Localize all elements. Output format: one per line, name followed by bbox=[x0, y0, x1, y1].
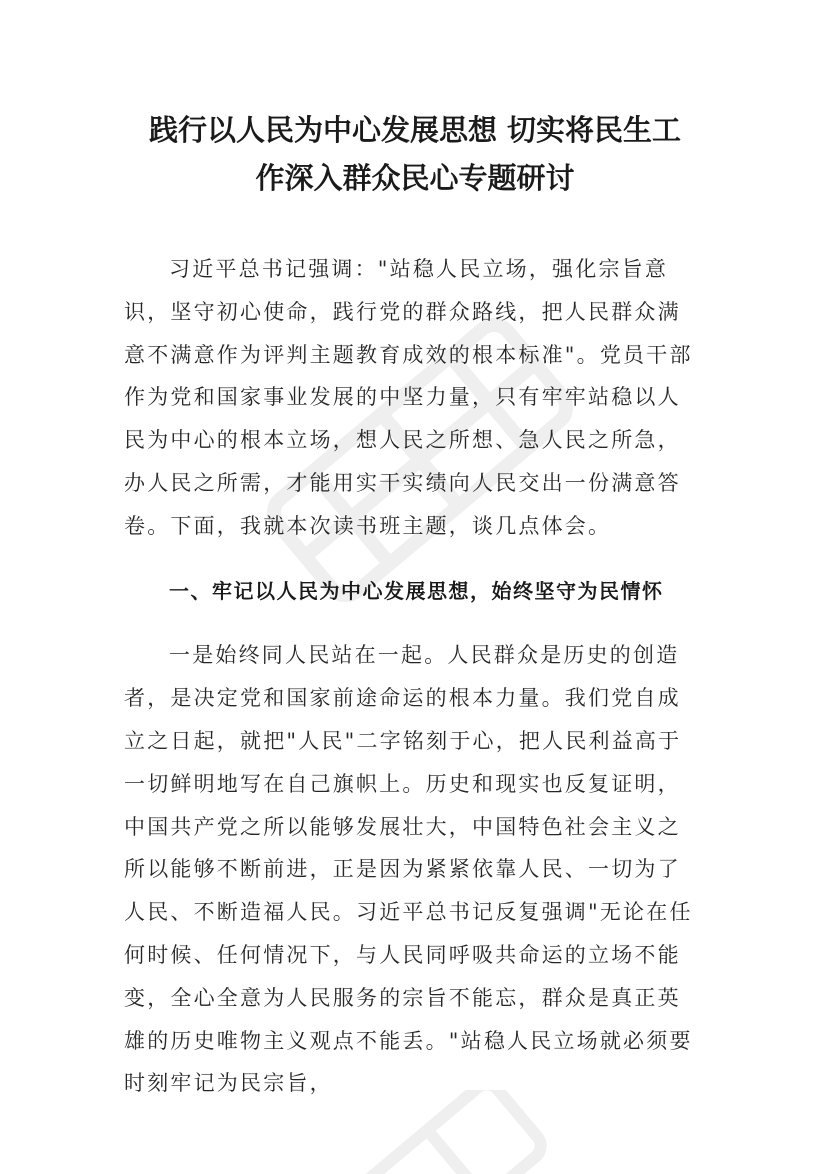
intro-paragraph: 习近平总书记强调："站稳人民立场，强化宗旨意识，坚守初心使命，践行党的群众路线，把人民群众满意不满意作为评判主题教育成效的根本标准"。党员干部作为党和国家事业发展的中坚力量，只有牢牢站稳以人民为中心的根本立场，想人民之所想、急人民之所急，办人民之所需，才能用实干实绩向人民交出一份满意答卷。下面，我就本次读书班主题，谈几点体会。 bbox=[124, 257, 693, 538]
title-line-2: 作深入群众民心专题研讨 bbox=[255, 161, 575, 195]
section-1-paragraph-1: 一是始终同人民站在一起。人民群众是历史的创造者，是决定党和国家前途命运的根本力量。我们党自成立之日起，就把"人民"二字铭刻于心，把人民利益高于一切鲜明地写在自己旗帜上。历史和现实也反复证明，中国共产党之所以能够发展壮大，中国特色社会主义之所以能够不断前进，正是因为紧紧依靠人民、一切为了人民、不断造福人民。习近平总书记反复强调"无论在任何时候、任何情况下，与人民同呼吸共命运的立场不能变，全心全意为人民服务的宗旨不能忘，群众是真正英雄的历史唯物主义观点不能丢。"站稳人民立场就必须要时刻牢记为民宗旨， bbox=[124, 643, 693, 1096]
section-1-heading: 一、牢记以人民为中心发展思想，始终坚守为民情怀 bbox=[169, 578, 664, 603]
title-line-1: 践行以人民为中心发展思想 切实将民生工 bbox=[148, 113, 682, 147]
document-title bbox=[100, 106, 730, 202]
document-body bbox=[124, 248, 694, 1105]
